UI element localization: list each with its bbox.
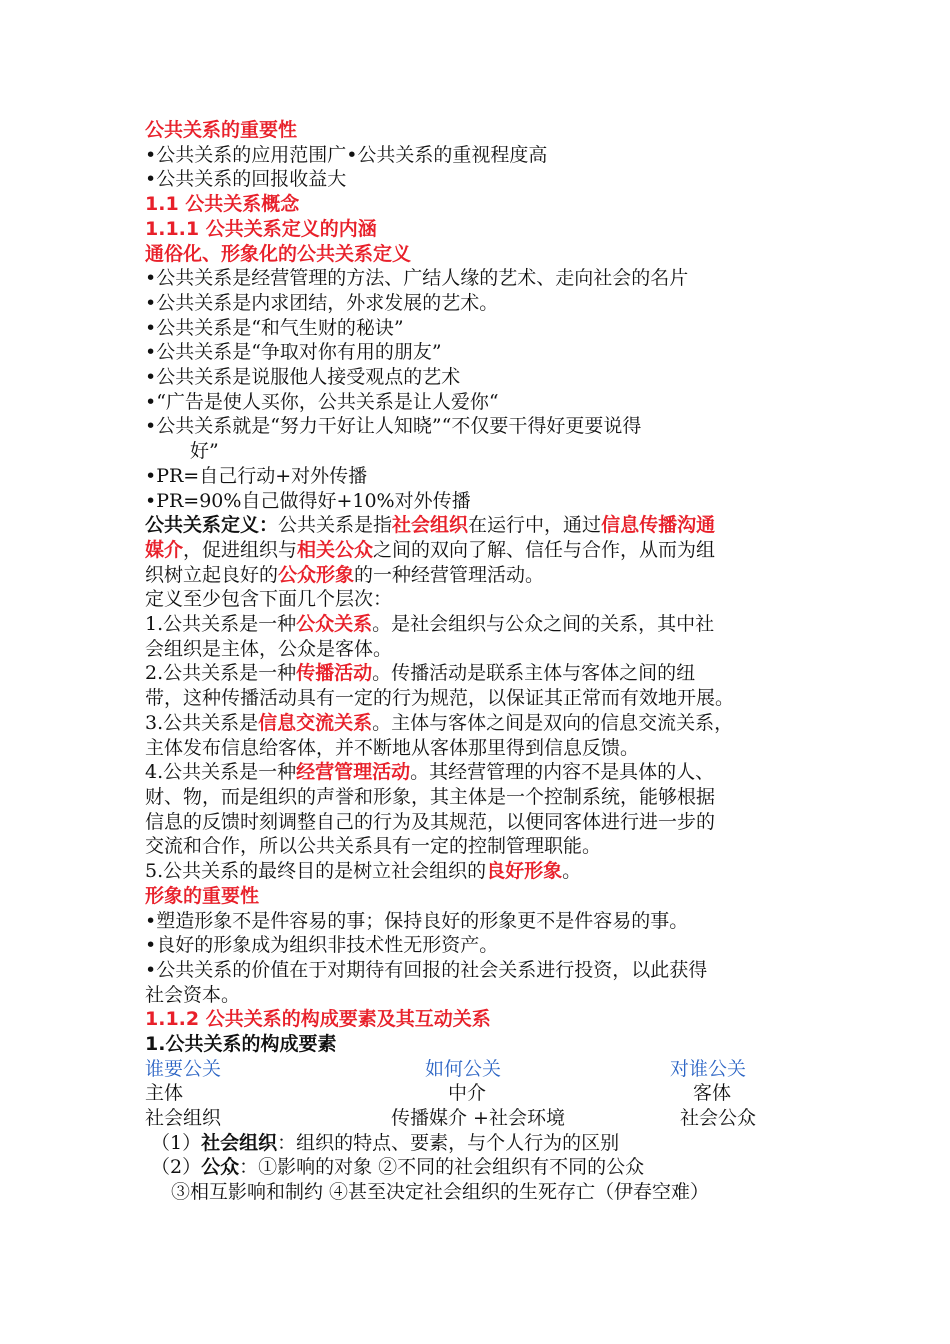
level-1: 1.公共关系是一种公众关系。是社会组织与公众之间的关系，其中社 xyxy=(145,613,715,636)
heading-section-1-1-1: 1.1.1 公共关系定义的内涵 xyxy=(145,217,377,240)
levels-intro: 定义至少包含下面几个层次： xyxy=(145,588,393,611)
popular-bullet: •PR=自己行动+对外传播 xyxy=(145,464,368,487)
column-header: 如何公关 xyxy=(425,1057,502,1080)
heading-section-1-1-2: 1.1.2 公共关系的构成要素及其互动关系 xyxy=(145,1008,491,1031)
keyword: 传播活动 xyxy=(296,662,373,685)
column-header: 谁要公关 xyxy=(145,1057,222,1080)
elements-row xyxy=(145,1106,825,1131)
level-4-cont: 财、物，而是组织的声誉和形象，其主体是一个控制系统，能够根据 xyxy=(145,785,716,808)
image-bullet: •塑造形象不是件容易的事；保持良好的形象更不是件容易的事。 xyxy=(145,909,689,932)
heading-importance: 公共关系的重要性 xyxy=(145,119,298,141)
keyword: 相关公众 xyxy=(297,538,374,561)
element-item-2: （2）公众：①影响的对象 ②不同的社会组织有不同的公众 xyxy=(151,1156,645,1179)
keyword: 公众关系 xyxy=(296,613,373,636)
keyword: 经营管理活动 xyxy=(296,761,411,784)
heading-section-1-1: 1.1 公共关系概念 xyxy=(145,193,300,216)
column-header: 对谁公关 xyxy=(670,1057,747,1080)
popular-bullet: •“广告是使人买你，公共关系是让人爱你“ xyxy=(145,390,499,413)
popular-bullet: •公共关系就是“努力干好让人知晓”“不仅要干得好更要说得 xyxy=(145,415,642,438)
cell: 传播媒介 +社会环境 xyxy=(391,1107,565,1130)
definition-paragraph-line: 织树立起良好的公众形象的一种经营管理活动。 xyxy=(145,563,545,586)
popular-bullet: •公共关系是说服他人接受观点的艺术 xyxy=(145,366,461,389)
element-item-2-cont: ③相互影响和制约 ④甚至决定社会组织的生死存亡（伊春空难） xyxy=(171,1181,710,1204)
popular-bullet: •公共关系是经营管理的方法、广结人缘的艺术、走向社会的名片 xyxy=(145,267,689,290)
image-bullet: •良好的形象成为组织非技术性无形资产。 xyxy=(145,934,499,957)
image-bullet-cont: 社会资本。 xyxy=(145,983,241,1006)
popular-bullet: •PR=90%自己做得好+10%对外传播 xyxy=(145,489,471,512)
elements-row xyxy=(145,1081,825,1106)
elements-header-row xyxy=(145,1057,825,1082)
level-4-cont: 信息的反馈时刻调整自己的行为及其规范，以便同客体进行进一步的 xyxy=(145,810,716,833)
heading-elements: 1.公共关系的构成要素 xyxy=(145,1033,337,1056)
definition-paragraph-line: 媒介，促进组织与相关公众之间的双向了解、信任与合作，从而为组 xyxy=(145,538,716,561)
keyword: 良好形象 xyxy=(486,860,563,883)
keyword: 公众形象 xyxy=(278,563,355,586)
image-bullet: •公共关系的价值在于对期待有回报的社会关系进行投资，以此获得 xyxy=(145,958,708,981)
definition-paragraph: 公共关系定义：公共关系是指社会组织在运行中，通过信息传播沟通 xyxy=(145,514,716,537)
heading-image-importance: 形象的重要性 xyxy=(145,884,260,907)
cell: 社会组织 xyxy=(145,1107,222,1130)
element-item-1: （1）社会组织：组织的特点、要素，与个人行为的区别 xyxy=(151,1131,620,1154)
level-2: 2.公共关系是一种传播活动。传播活动是联系主体与客体之间的纽 xyxy=(145,662,696,685)
keyword: 社会组织 xyxy=(392,514,469,537)
document-body xyxy=(145,118,825,1205)
level-1-cont: 会组织是主体，公众是客体。 xyxy=(145,637,393,660)
importance-bullet: •公共关系的应用范围广•公共关系的重视程度高 xyxy=(145,143,548,166)
popular-bullet: •公共关系是内求团结，外求发展的艺术。 xyxy=(145,291,499,314)
level-3-cont: 主体发布信息给客体，并不断地从客体那里得到信息反馈。 xyxy=(145,736,640,759)
keyword: 信息交流关系 xyxy=(258,711,373,734)
popular-bullet-continuation: 好” xyxy=(190,440,219,463)
keyword: 媒介 xyxy=(145,538,184,561)
level-4: 4.公共关系是一种经营管理活动。其经营管理的内容不是具体的人、 xyxy=(145,761,715,784)
cell: 主体 xyxy=(145,1082,184,1105)
popular-bullet: •公共关系是“和气生财的秘诀” xyxy=(145,316,404,339)
level-2-cont: 带，这种传播活动具有一定的行为规范，以保证其正常而有效地开展。 xyxy=(145,687,735,710)
heading-popular-definition: 通俗化、形象化的公共关系定义 xyxy=(145,242,412,265)
cell: 客体 xyxy=(693,1082,732,1105)
level-3: 3.公共关系是信息交流关系。主体与客体之间是双向的信息交流关系， xyxy=(145,711,734,734)
popular-bullet: •公共关系是“争取对你有用的朋友” xyxy=(145,341,442,364)
keyword: 信息传播沟通 xyxy=(601,514,716,537)
cell: 中介 xyxy=(448,1082,487,1105)
level-4-cont: 交流和合作，所以公共关系具有一定的控制管理职能。 xyxy=(145,835,602,858)
importance-bullet: •公共关系的回报收益大 xyxy=(145,168,347,191)
level-5: 5.公共关系的最终目的是树立社会组织的良好形象。 xyxy=(145,860,582,883)
cell: 社会公众 xyxy=(680,1107,757,1130)
definition-label: 公共关系定义： xyxy=(145,514,279,537)
